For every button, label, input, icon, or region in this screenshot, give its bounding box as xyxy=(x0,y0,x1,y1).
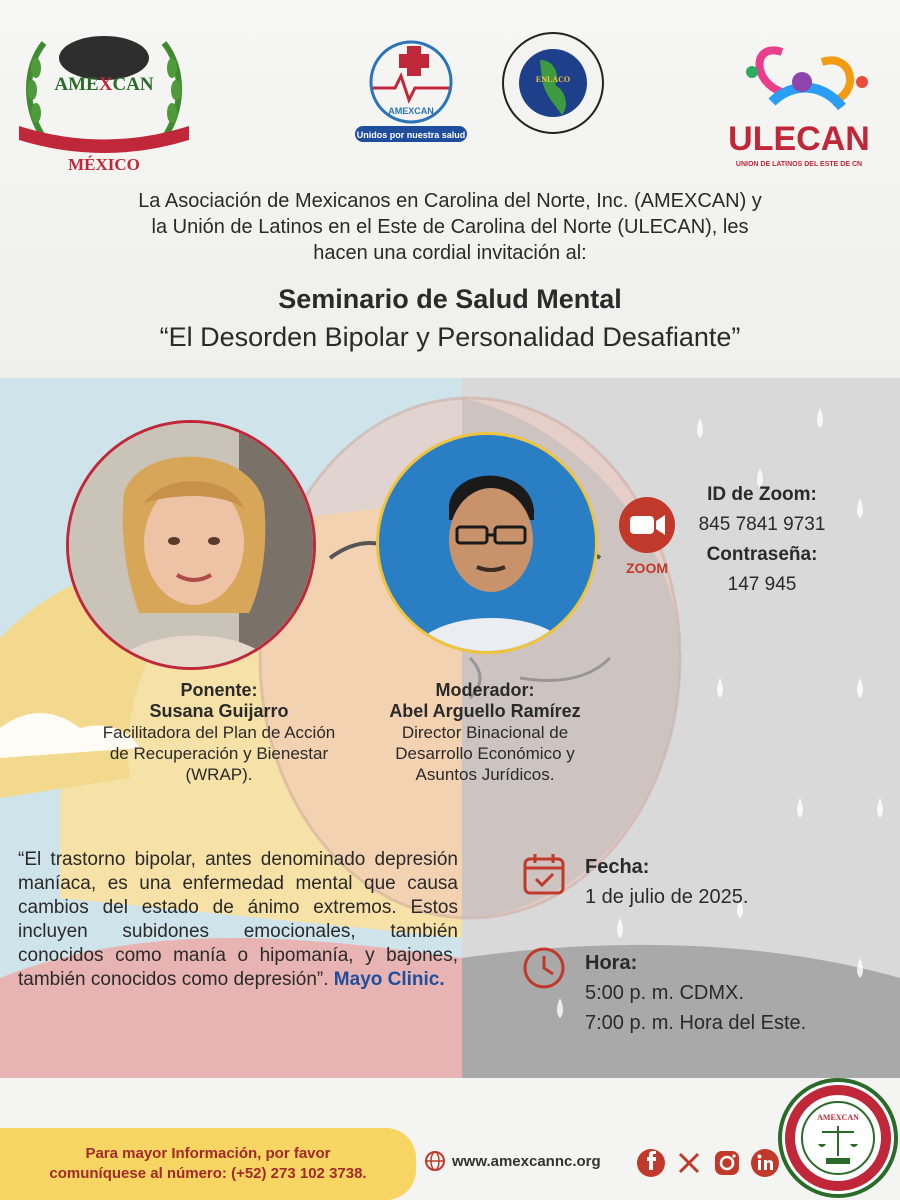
invitation-intro xyxy=(90,188,810,266)
instagram-icon[interactable] xyxy=(712,1148,742,1178)
intro-line-2: la Unión de Latinos en el Este de Carolina del Norte (ULECAN), les xyxy=(151,216,749,238)
facebook-icon[interactable] xyxy=(636,1148,666,1178)
website-link[interactable] xyxy=(424,1150,601,1172)
time-label: Hora: xyxy=(585,952,638,974)
speaker-photo xyxy=(66,420,316,670)
svg-text:ENLACO: ENLACO xyxy=(535,75,571,84)
event-date xyxy=(585,852,748,912)
contact-info-box xyxy=(0,1128,416,1200)
time-line-2: 7:00 p. m. Hora del Este. xyxy=(585,1012,807,1034)
svg-text:ULECAN: ULECAN xyxy=(728,120,870,158)
zoom-label: ZOOM xyxy=(626,560,668,576)
time-line-1: 5:00 p. m. CDMX. xyxy=(585,982,744,1004)
zoom-id-value: 845 7841 9731 xyxy=(698,514,826,535)
intro-line-1: La Asociación de Mexicanos en Carolina del Norte, Inc. (AMEXCAN) y xyxy=(138,190,762,212)
moderator-photo xyxy=(376,432,598,654)
svg-text:AMEXCAN: AMEXCAN xyxy=(54,74,154,95)
svg-text:UNION DE LATINOS DEL ESTE DE C: UNION DE LATINOS DEL ESTE DE CN xyxy=(735,161,863,168)
moderator-name: Abel Arguello Ramírez xyxy=(389,701,581,721)
linkedin-icon[interactable] xyxy=(750,1148,780,1178)
enlaco-logo xyxy=(500,30,606,136)
moderator-role: Moderador: xyxy=(435,680,535,700)
date-label: Fecha: xyxy=(585,856,650,878)
zoom-details xyxy=(672,480,852,600)
speaker-desc-1: Facilitadora del Plan de Acción xyxy=(102,723,336,742)
contact-line-2: comuníquese al número: (+52) 273 102 3738. xyxy=(49,1165,367,1182)
svg-text:AMEXCAN: AMEXCAN xyxy=(817,1113,859,1122)
quote-source: Mayo Clinic. xyxy=(333,969,445,990)
event-subtitle: “El Desorden Bipolar y Personalidad Desafiante” xyxy=(159,322,741,352)
zoom-id-label: ID de Zoom: xyxy=(707,484,817,505)
svg-text:AMEXCAN: AMEXCAN xyxy=(388,106,434,116)
event-title: Seminario de Salud Mental xyxy=(278,284,622,314)
date-value: 1 de julio de 2025. xyxy=(585,886,749,908)
speaker-desc-3: (WRAP). xyxy=(185,765,253,784)
event-time xyxy=(585,948,806,1038)
speaker-role: Ponente: xyxy=(180,680,258,700)
amexcan-mexico-logo xyxy=(14,28,194,173)
speaker-desc-2: de Recuperación y Bienestar xyxy=(109,744,329,763)
moderator-desc-2: Desarrollo Económico y xyxy=(395,744,575,763)
speaker-info xyxy=(74,680,364,785)
zoom-password-label: Contraseña: xyxy=(706,544,818,565)
calendar-icon xyxy=(522,852,566,896)
amexcan-seal-logo xyxy=(778,1078,898,1198)
social-links xyxy=(636,1148,780,1178)
quote-text: “El trastorno bipolar, antes denominado depresión maníaca, es una enfermedad mental que causa cambios del estado de ánimo extremos. Estos incluyen subidones emocionales, también conocidos como manía o hipomanía, y bajones, también conocidos como depresión”. xyxy=(18,849,458,990)
ulecan-logo xyxy=(712,22,887,172)
website-url: www.amexcannc.org xyxy=(452,1152,601,1170)
zoom-password-value: 147 945 xyxy=(727,574,797,595)
svg-text:Unidos por nuestra salud: Unidos por nuestra salud xyxy=(356,130,466,140)
globe-icon xyxy=(424,1150,446,1172)
amexcan-health-logo xyxy=(355,38,467,144)
intro-line-3: hacen una cordial invitación al: xyxy=(313,242,587,264)
clock-icon xyxy=(522,946,566,990)
zoom-camera-icon xyxy=(618,496,676,554)
svg-text:MÉXICO: MÉXICO xyxy=(68,155,140,173)
moderator-desc-3: Asuntos Jurídicos. xyxy=(415,765,555,784)
bipolar-quote xyxy=(18,848,458,992)
x-icon[interactable] xyxy=(674,1148,704,1178)
contact-line-1: Para mayor Información, por favor xyxy=(85,1145,331,1162)
moderator-desc-1: Director Binacional de xyxy=(401,723,569,742)
speaker-name: Susana Guijarro xyxy=(149,701,289,721)
moderator-info xyxy=(340,680,630,785)
